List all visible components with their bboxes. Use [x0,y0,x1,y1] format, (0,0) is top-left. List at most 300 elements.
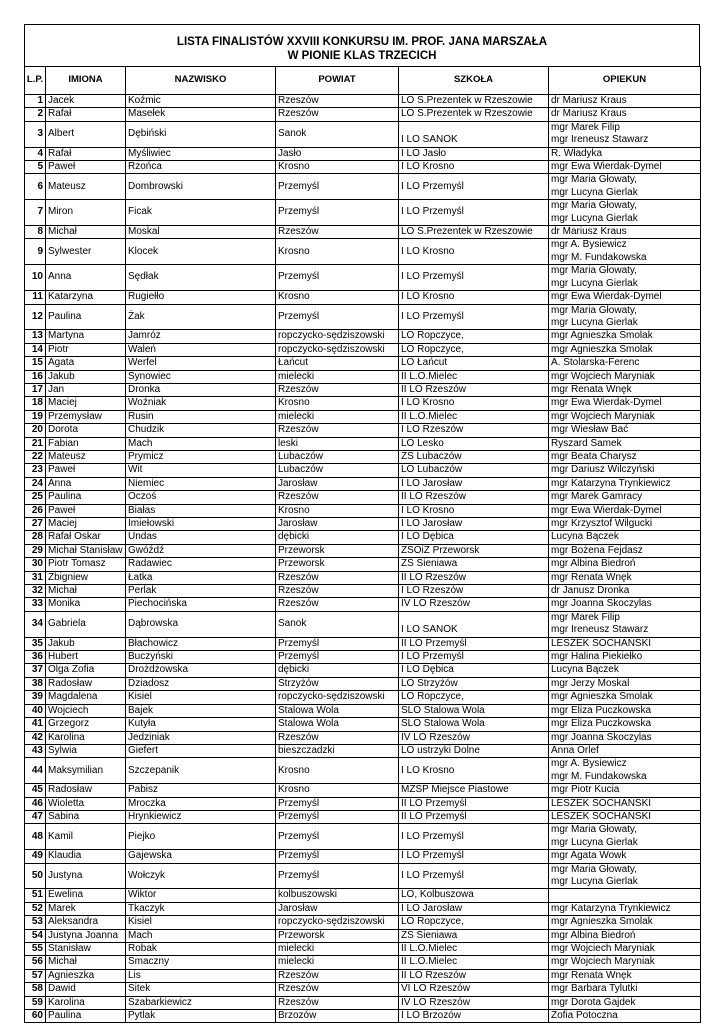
opiekun-line: mgr Krzysztof Wilgucki [551,518,653,529]
row-opiekun [549,531,701,544]
row-lp: 55 [25,943,46,956]
row-szkola: II LO Przemyśl [399,637,549,650]
row-opiekun [549,718,701,731]
row-powiat: Jarosław [276,518,399,531]
row-szkola: I LO Przemyśl [399,863,549,889]
header-opiekun: OPIEKUN [549,67,701,95]
table-row [25,357,701,370]
row-opiekun [549,291,701,304]
table-body [25,95,701,1023]
row-imie: Klaudia [46,850,126,863]
row-powiat: leski [276,437,399,450]
row-opiekun [549,996,701,1009]
row-nazwisko: Perlak [126,585,276,598]
row-szkola: IV LO Rzeszów [399,996,549,1009]
row-powiat: Przemyśl [276,797,399,810]
row-szkola: LO Strzyżów [399,677,549,690]
header-lp: L.P. [25,67,46,95]
row-lp: 29 [25,544,46,557]
table-row [25,147,701,160]
row-opiekun [549,824,701,850]
row-lp: 6 [25,174,46,200]
table-row [25,518,701,531]
row-powiat: Rzeszów [276,383,399,396]
row-powiat: Przemyśl [276,265,399,291]
table-row [25,664,701,677]
row-imie: Martyna [46,330,126,343]
row-lp: 17 [25,383,46,396]
row-imie: Paulina [46,491,126,504]
row-lp: 10 [25,265,46,291]
row-powiat: Przeworsk [276,929,399,942]
row-lp: 12 [25,304,46,330]
row-lp: 30 [25,558,46,571]
row-szkola: II LO Przemyśl [399,810,549,823]
row-imie: Paweł [46,504,126,517]
row-szkola: VI LO Rzeszów [399,983,549,996]
row-nazwisko: Undas [126,531,276,544]
row-imie: Rafał [46,108,126,121]
row-nazwisko: Szczepanik [126,758,276,784]
row-nazwisko: Waleń [126,343,276,356]
row-nazwisko: Pytlak [126,1010,276,1023]
opiekun-line: mgr Lucyna Gierlak [551,212,638,224]
row-nazwisko: Mach [126,929,276,942]
row-powiat: Łańcut [276,357,399,370]
row-nazwisko: Łatka [126,571,276,584]
row-lp: 57 [25,969,46,982]
row-lp: 5 [25,161,46,174]
row-szkola: LO S.Prezentek w Rzeszowie [399,226,549,239]
row-powiat: Rzeszów [276,996,399,1009]
row-szkola: I LO Jarosław [399,477,549,490]
row-powiat: Jarosław [276,902,399,915]
row-nazwisko: Rzońca [126,161,276,174]
row-szkola: I LO Krosno [399,504,549,517]
row-szkola: LO Ropczyce, [399,330,549,343]
table-header-row [25,67,701,95]
opiekun-line: mgr Jerzy Moskal [551,677,630,689]
row-lp: 60 [25,1010,46,1023]
opiekun-line: mgr Ireneusz Stawarz [551,624,649,636]
row-powiat: Sanok [276,121,399,147]
row-powiat: Rzeszów [276,95,399,108]
row-nazwisko: Synowiec [126,370,276,383]
row-szkola: IV LO Rzeszów [399,598,549,611]
row-nazwisko: Koźmic [126,95,276,108]
header-nazwisko: NAZWISKO [126,67,276,95]
opiekun-line: dr Mariusz Kraus [551,95,627,106]
row-powiat: dębicki [276,664,399,677]
opiekun-line: A. Stolarska-Ferenc [551,357,640,369]
row-powiat: Przeworsk [276,544,399,557]
row-nazwisko: Gajewska [126,850,276,863]
row-lp: 39 [25,691,46,704]
row-nazwisko: Wołczyk [126,863,276,889]
row-lp: 28 [25,531,46,544]
row-imie: Karolina [46,996,126,1009]
table-row [25,504,701,517]
row-szkola: I LO Krosno [399,758,549,784]
opiekun-line: mgr Lucyna Gierlak [551,316,638,328]
row-imie: Piotr Tomasz [46,558,126,571]
row-lp: 23 [25,464,46,477]
row-nazwisko: Hrynkiewicz [126,810,276,823]
row-nazwisko: Jedziniak [126,731,276,744]
row-lp: 11 [25,291,46,304]
row-szkola: I LO Przemyśl [399,651,549,664]
row-szkola: I LO Dębica [399,531,549,544]
opiekun-line: R. Władyka [551,147,603,159]
row-opiekun [549,265,701,291]
row-nazwisko: Ficak [126,200,276,226]
row-powiat: Rzeszów [276,226,399,239]
row-nazwisko: Lis [126,969,276,982]
row-szkola: LO Lesko [399,437,549,450]
row-imie: Paulina [46,304,126,330]
row-lp: 2 [25,108,46,121]
opiekun-line: mgr Eliza Puczkowska [551,718,652,730]
row-szkola: II LO Rzeszów [399,571,549,584]
row-nazwisko: Oczoś [126,491,276,504]
row-szkola: LO Łańcut [399,357,549,370]
row-imie: Ewelina [46,889,126,902]
row-opiekun [549,477,701,490]
row-nazwisko: Giefert [126,744,276,757]
table-row [25,491,701,504]
opiekun-line: mgr Maria Głowaty, [551,824,637,836]
row-lp: 24 [25,477,46,490]
row-powiat: Przemyśl [276,824,399,850]
row-nazwisko: Żak [126,304,276,330]
table-row [25,969,701,982]
row-imie: Paweł [46,464,126,477]
table-row [25,558,701,571]
row-nazwisko: Wiktor [126,889,276,902]
row-imie: Marek [46,902,126,915]
table-row [25,824,701,850]
row-imie: Rafał [46,147,126,160]
row-powiat: Brzozów [276,1010,399,1023]
opiekun-line: mgr Bożena Fejdasz [551,544,643,556]
row-imie: Justyna Joanna [46,929,126,942]
opiekun-line: Zofia Potoczna [551,1010,618,1022]
row-nazwisko: Bajek [126,704,276,717]
row-lp: 32 [25,585,46,598]
opiekun-line: mgr Maria Głowaty, [551,304,637,316]
row-opiekun [549,863,701,889]
row-imie: Miron [46,200,126,226]
row-szkola: I LO Krosno [399,291,549,304]
row-szkola: LO ustrzyki Dolne [399,744,549,757]
row-powiat: ropczycko-sędziszowski [276,330,399,343]
row-imie: Agata [46,357,126,370]
row-opiekun [549,731,701,744]
row-nazwisko: Mroczka [126,797,276,810]
opiekun-line: mgr Lucyna Gierlak [551,875,638,887]
row-imie: Anna [46,477,126,490]
row-opiekun [549,943,701,956]
row-imie: Zbigniew [46,571,126,584]
row-lp: 54 [25,929,46,942]
table-row [25,239,701,265]
row-szkola: II L.O.Mielec [399,410,549,423]
row-lp: 4 [25,147,46,160]
row-powiat: ropczycko-sędziszowski [276,343,399,356]
row-lp: 13 [25,330,46,343]
row-powiat: ropczycko-sędziszowski [276,916,399,929]
row-imie: Hubert [46,651,126,664]
row-opiekun [549,704,701,717]
table-row [25,370,701,383]
row-lp: 20 [25,424,46,437]
row-opiekun [549,916,701,929]
row-powiat: Lubaczów [276,450,399,463]
row-opiekun [549,1010,701,1023]
table-row [25,330,701,343]
table-row [25,929,701,942]
row-nazwisko: Gwóźdź [126,544,276,557]
opiekun-line: mgr Wojciech Maryniak [551,956,655,968]
row-szkola: I LO Przemyśl [399,850,549,863]
row-szkola: I LO Krosno [399,239,549,265]
opiekun-line: mgr Renata Wnęk [551,383,632,395]
row-lp: 7 [25,200,46,226]
row-szkola: LO S.Prezentek w Rzeszowie [399,108,549,121]
row-nazwisko: Sitek [126,983,276,996]
table-row [25,174,701,200]
row-imie: Aleksandra [46,916,126,929]
row-powiat: Przemyśl [276,304,399,330]
opiekun-line: mgr Halina Piekiełko [551,651,643,663]
row-imie: Mateusz [46,174,126,200]
row-opiekun [549,504,701,517]
row-szkola: II L.O.Mielec [399,956,549,969]
row-szkola: LO Ropczyce, [399,343,549,356]
opiekun-line: mgr Joanna Skoczylas [551,598,652,610]
row-opiekun [549,889,701,902]
table-row [25,544,701,557]
row-nazwisko: Prymicz [126,450,276,463]
opiekun-line: mgr Agnieszka Smolak [551,330,653,342]
table-row [25,983,701,996]
title-line-2: W PIONIE KLAS TRZECICH [287,50,437,62]
table-row [25,598,701,611]
row-nazwisko: Masełek [126,108,276,121]
row-powiat: mielecki [276,943,399,956]
row-lp: 46 [25,797,46,810]
row-nazwisko: Rugiełło [126,291,276,304]
row-nazwisko: Kisiel [126,691,276,704]
row-powiat: Rzeszów [276,491,399,504]
opiekun-line: LESZEK SOCHAŃSKI [551,810,652,822]
row-imie: Monika [46,598,126,611]
row-powiat: Sanok [276,611,399,637]
row-opiekun [549,121,701,147]
row-lp: 58 [25,983,46,996]
row-lp: 8 [25,226,46,239]
opiekun-line: mgr Maria Głowaty, [551,863,637,875]
row-imie: Jan [46,383,126,396]
table-row [25,531,701,544]
row-lp: 38 [25,677,46,690]
row-lp: 41 [25,718,46,731]
row-imie: Anna [46,265,126,291]
row-lp: 52 [25,902,46,915]
row-opiekun [549,983,701,996]
opiekun-line: mgr Wiesław Bać [551,424,629,436]
row-lp: 21 [25,437,46,450]
row-lp: 50 [25,863,46,889]
row-opiekun [549,464,701,477]
row-lp: 37 [25,664,46,677]
row-powiat: mielecki [276,956,399,969]
row-szkola: ZS Sieniawa [399,929,549,942]
opiekun-line: mgr Maria Głowaty, [551,174,637,186]
opiekun-line: Lucyna Bączek [551,664,619,676]
row-lp: 27 [25,518,46,531]
row-szkola: MZSP Miejsce Piastowe [399,784,549,797]
table-row [25,226,701,239]
row-lp: 18 [25,397,46,410]
opiekun-line: Lucyna Bączek [551,531,619,543]
row-powiat: mielecki [276,370,399,383]
row-nazwisko: Białas [126,504,276,517]
row-lp: 3 [25,121,46,147]
row-lp: 53 [25,916,46,929]
row-opiekun [549,304,701,330]
row-powiat: Przemyśl [276,200,399,226]
row-imie: Paulina [46,1010,126,1023]
opiekun-line: mgr Barbara Tylutki [551,983,638,995]
table-row [25,916,701,929]
row-imie: Michał [46,956,126,969]
opiekun-line: mgr A. Bysiewicz [551,758,627,770]
row-opiekun [549,450,701,463]
opiekun-line: mgr Piotr Kucia [551,784,620,796]
opiekun-line: mgr Ewa Wierdak-Dymel [551,291,662,303]
row-lp: 42 [25,731,46,744]
row-opiekun [549,383,701,396]
table-row [25,304,701,330]
row-powiat: Przemyśl [276,174,399,200]
row-opiekun [549,611,701,637]
table-row [25,450,701,463]
row-powiat: dębicki [276,531,399,544]
row-imie: Albert [46,121,126,147]
row-imie: Michał [46,226,126,239]
row-szkola: I LO Przemyśl [399,304,549,330]
row-powiat: kolbuszowski [276,889,399,902]
table-row [25,585,701,598]
opiekun-line: mgr Ewa Wierdak-Dymel [551,397,662,409]
opiekun-line: mgr Wojciech Maryniak [551,370,655,382]
row-szkola: LO Ropczyce, [399,916,549,929]
opiekun-line: mgr Ewa Wierdak-Dymel [551,504,662,516]
row-szkola: IV LO Rzeszów [399,731,549,744]
opiekun-line: mgr Lucyna Gierlak [551,186,638,198]
opiekun-line: mgr Ireneusz Stawarz [551,134,649,146]
row-nazwisko: Klocek [126,239,276,265]
row-nazwisko: Błachowicz [126,637,276,650]
finalists-table [24,66,701,1023]
table-row [25,397,701,410]
table-row [25,424,701,437]
row-powiat: Strzyżów [276,677,399,690]
row-lp: 51 [25,889,46,902]
row-nazwisko: Szabarkiewicz [126,996,276,1009]
row-nazwisko: Werfel [126,357,276,370]
row-szkola: II LO Rzeszów [399,969,549,982]
row-szkola: I LO Rzeszów [399,424,549,437]
opiekun-line: mgr Katarzyna Trynkiewicz [551,477,671,489]
row-powiat: bieszczadzki [276,744,399,757]
row-nazwisko: Rusin [126,410,276,423]
row-opiekun [549,691,701,704]
table-row [25,477,701,490]
row-imie: Michał [46,585,126,598]
row-nazwisko: Chudzik [126,424,276,437]
row-lp: 59 [25,996,46,1009]
row-opiekun [549,239,701,265]
row-powiat: Krosno [276,161,399,174]
row-szkola: ZSOiZ Przeworsk [399,544,549,557]
row-powiat: Przemyśl [276,810,399,823]
opiekun-line: mgr Albina Biedroń [551,558,636,570]
row-szkola: I LO Krosno [399,397,549,410]
row-opiekun [549,969,701,982]
row-nazwisko: Drożdżowska [126,664,276,677]
opiekun-line: mgr Ewa Wierdak-Dymel [551,161,662,173]
row-szkola: SLO Stalowa Wola [399,718,549,731]
row-powiat: Rzeszów [276,969,399,982]
table-row [25,437,701,450]
table-row [25,758,701,784]
table-row [25,677,701,690]
row-imie: Fabian [46,437,126,450]
opiekun-line: mgr Agnieszka Smolak [551,343,653,355]
table-row [25,731,701,744]
row-nazwisko: Tkaczyk [126,902,276,915]
table-row [25,637,701,650]
opiekun-line: mgr Wojciech Maryniak [551,410,655,422]
row-nazwisko: Kutyła [126,718,276,731]
row-imie: Agnieszka [46,969,126,982]
table-row [25,704,701,717]
row-lp: 56 [25,956,46,969]
opiekun-line: Anna Orlef [551,744,599,756]
row-szkola: I LO Przemyśl [399,174,549,200]
row-lp: 15 [25,357,46,370]
table-row [25,691,701,704]
row-powiat: Rzeszów [276,598,399,611]
opiekun-line: mgr Maria Głowaty, [551,265,637,277]
table-row [25,200,701,226]
opiekun-line: mgr Marek Filip [551,611,620,623]
row-lp: 44 [25,758,46,784]
table-row [25,121,701,147]
opiekun-line: Ryszard Samek [551,437,622,449]
table-row [25,784,701,797]
row-powiat: Przemyśl [276,863,399,889]
opiekun-line: dr Janusz Dronka [551,585,630,597]
row-opiekun [549,397,701,410]
row-szkola: I LO Przemyśl [399,200,549,226]
table-row [25,571,701,584]
row-nazwisko: Sędłak [126,265,276,291]
row-imie: Grzegorz [46,718,126,731]
row-lp: 25 [25,491,46,504]
